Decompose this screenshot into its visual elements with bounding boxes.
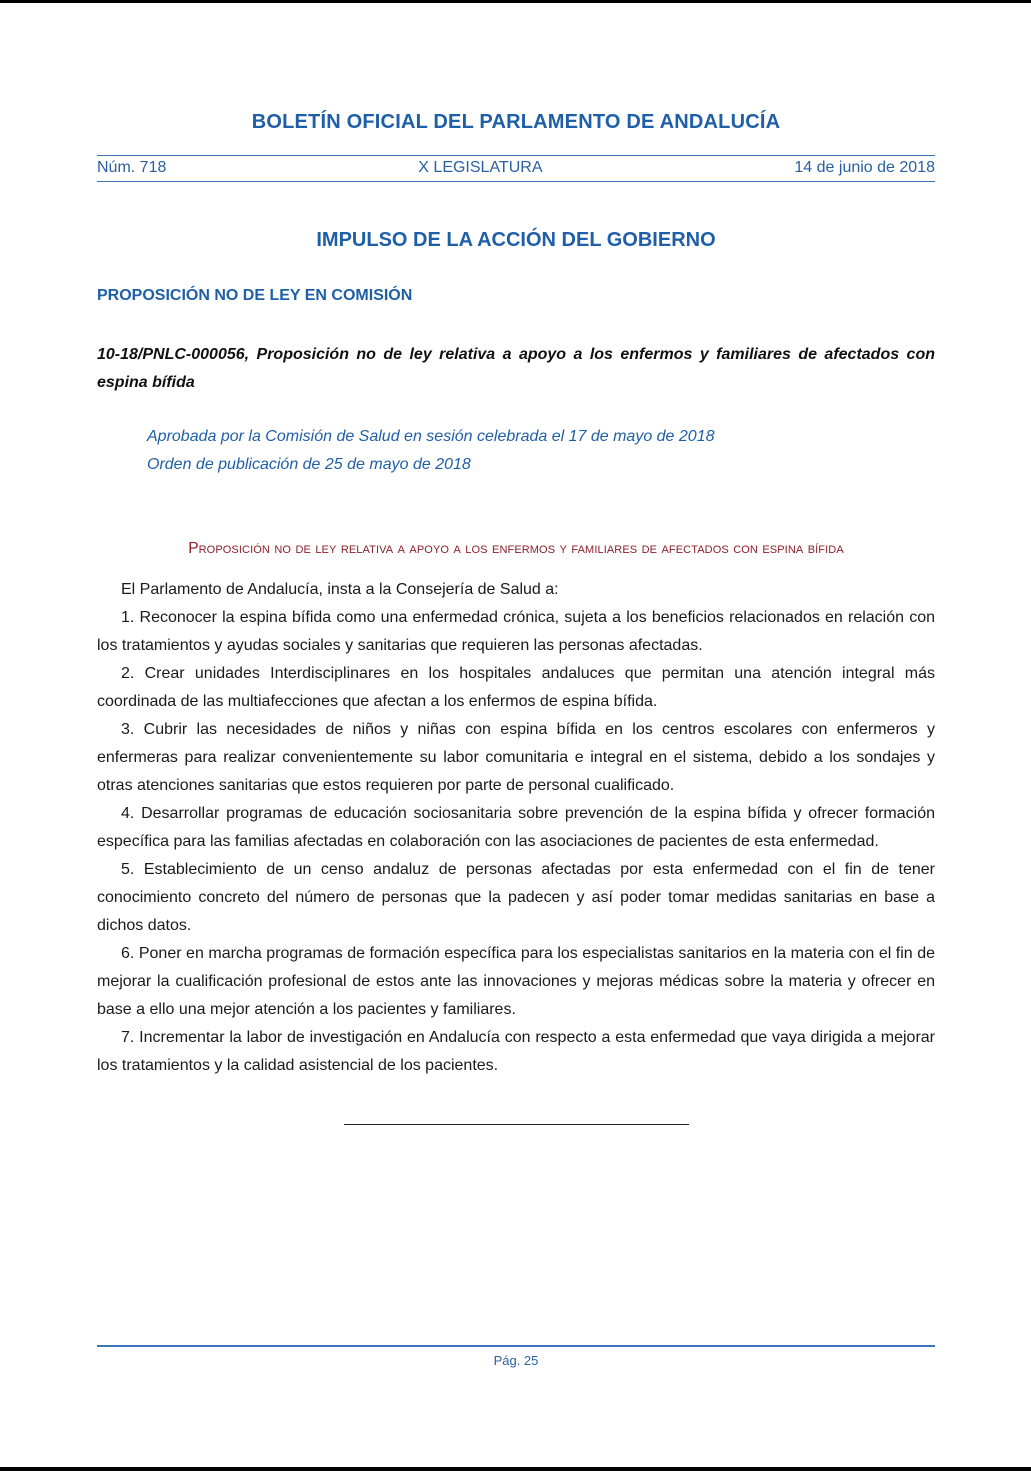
end-of-text-rule <box>344 1124 689 1125</box>
publication-order-line: Orden de publicación de 25 de mayo de 2018 <box>147 456 471 473</box>
body-item-5: 5. Establecimiento de un censo andaluz de personas afectadas por esta enfermedad con el fin de tener conocimiento concreto del número de personas que la padecen y así poder tomar medidas sanitarias en base a dichos datos. <box>97 861 935 934</box>
proposal-title: Proposición no de ley relativa a apoyo a los enfermos y familiares de afectados con espina bífida <box>188 540 844 557</box>
body-intro: El Parlamento de Andalucía, insta a la Consejería de Salud a: <box>121 581 559 598</box>
top-edge-border <box>0 0 1031 3</box>
header-top-rule <box>97 155 935 156</box>
approval-info <box>147 423 715 479</box>
bottom-edge-border <box>0 1467 1031 1471</box>
issue-date: 14 de junio de 2018 <box>794 159 935 176</box>
body-item-1: 1. Reconocer la espina bífida como una enfermedad crónica, sujeta a los beneficios relacionados en relación con los tratamientos y ayudas sociales y sanitarias que requieren las personas afectadas. <box>97 609 935 654</box>
footer-rule <box>97 1345 935 1347</box>
approval-line: Aprobada por la Comisión de Salud en sesión celebrada el 17 de mayo de 2018 <box>147 428 715 445</box>
body-item-2: 2. Crear unidades Interdisciplinares en los hospitales andaluces que permitan una atención integral más coordinada de las multiafecciones que afectan a los enfermos de espina bífida. <box>97 665 935 710</box>
proposal-body <box>97 576 935 1080</box>
page-number: Pág. 25 <box>493 1353 539 1368</box>
body-item-6: 6. Poner en marcha programas de formación específica para los especialistas sanitarios en la materia con el fin de mejorar la cualificación profesional de estos ante las innovaciones y mejoras médicas sobre la materia y ofrecer en base a ello una mejor atención a los pacientes y familiares. <box>97 945 935 1018</box>
legislature: X LEGISLATURA <box>418 159 543 176</box>
header-bottom-rule <box>97 181 935 182</box>
body-item-7: 7. Incrementar la labor de investigación en Andalucía con respecto a esta enfermedad que vaya dirigida a mejorar los tratamientos y la calidad asistencial de los pacientes. <box>97 1029 935 1074</box>
body-item-3: 3. Cubrir las necesidades de niños y niñas con espina bífida en los centros escolares con enfermeros y enfermeras para realizar convenientemente su labor comunitaria e integral en el sistema, debido a los sondajes y otras atenciones sanitarias que estos requieren por parte de personal cualificado. <box>97 721 935 794</box>
body-item-4: 4. Desarrollar programas de educación sociosanitaria sobre prevención de la espina bífida y ofrecer formación específica para las familias afectadas en colaboración con las asociaciones de pacientes de esta enfermedad. <box>97 805 935 850</box>
issue-number: Núm. 718 <box>97 159 167 176</box>
journal-title: BOLETÍN OFICIAL DEL PARLAMENTO DE ANDALUCÍA <box>251 111 781 133</box>
subsection-title: PROPOSICIÓN NO DE LEY EN COMISIÓN <box>97 287 413 304</box>
issue-info-row <box>97 159 935 177</box>
document-heading: 10-18/PNLC-000056, Proposición no de ley relativa a apoyo a los enfermos y familiares de afectados con espina bífida <box>97 346 935 391</box>
section-title: IMPULSO DE LA ACCIÓN DEL GOBIERNO <box>316 229 716 251</box>
